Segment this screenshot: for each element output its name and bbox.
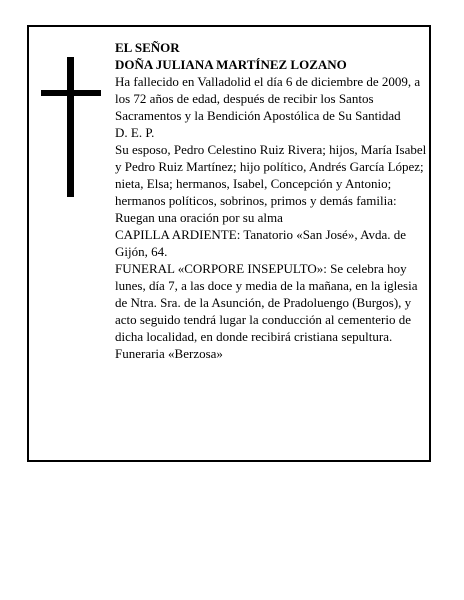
prayer-request: Ruegan una oración por su alma [115,210,283,225]
notice-title-line-2: DOÑA JULIANA MARTÍNEZ LOZANO [115,57,347,72]
chapel-details: CAPILLA ARDIENTE: Tanatorio «San José», Avda. de Gijón, 64. [115,227,407,259]
rest-in-peace: D. E. P. [115,125,155,140]
cross-horizontal-bar [41,90,101,96]
obituary-notice [27,25,431,462]
funeral-home: Funeraria «Berzosa» [115,346,223,361]
funeral-details: FUNERAL «CORPORE INSEPULTO»: Se celebra hoy lunes, día 7, a las doce y media de la mañana, en la iglesia de Ntra. Sra. de la Asunción, de Pradoluengo (Burgos), y acto seguido tendrá lugar la conducción al cementerio de dicha localidad, en donde recibirá cristiana sepultura. [115,261,418,344]
cross-vertical-bar [67,57,74,197]
notice-title-line-1: EL SEÑOR [115,40,180,55]
family-members: Su esposo, Pedro Celestino Ruiz Rivera; hijos, María Isabel y Pedro Ruiz Martínez; hijo político, Andrés García López; nieta, Elsa; hermanos, Isabel, Concepción y Antonio; hermanos políticos, sobrinos, primos y demás familia: [115,142,427,208]
notice-text [115,39,428,362]
death-announcement: Ha fallecido en Valladolid el día 6 de diciembre de 2009, a los 72 años de edad, después de recibir los Santos Sacramentos y la Bendición Apostólica de Su Santidad [115,74,421,123]
